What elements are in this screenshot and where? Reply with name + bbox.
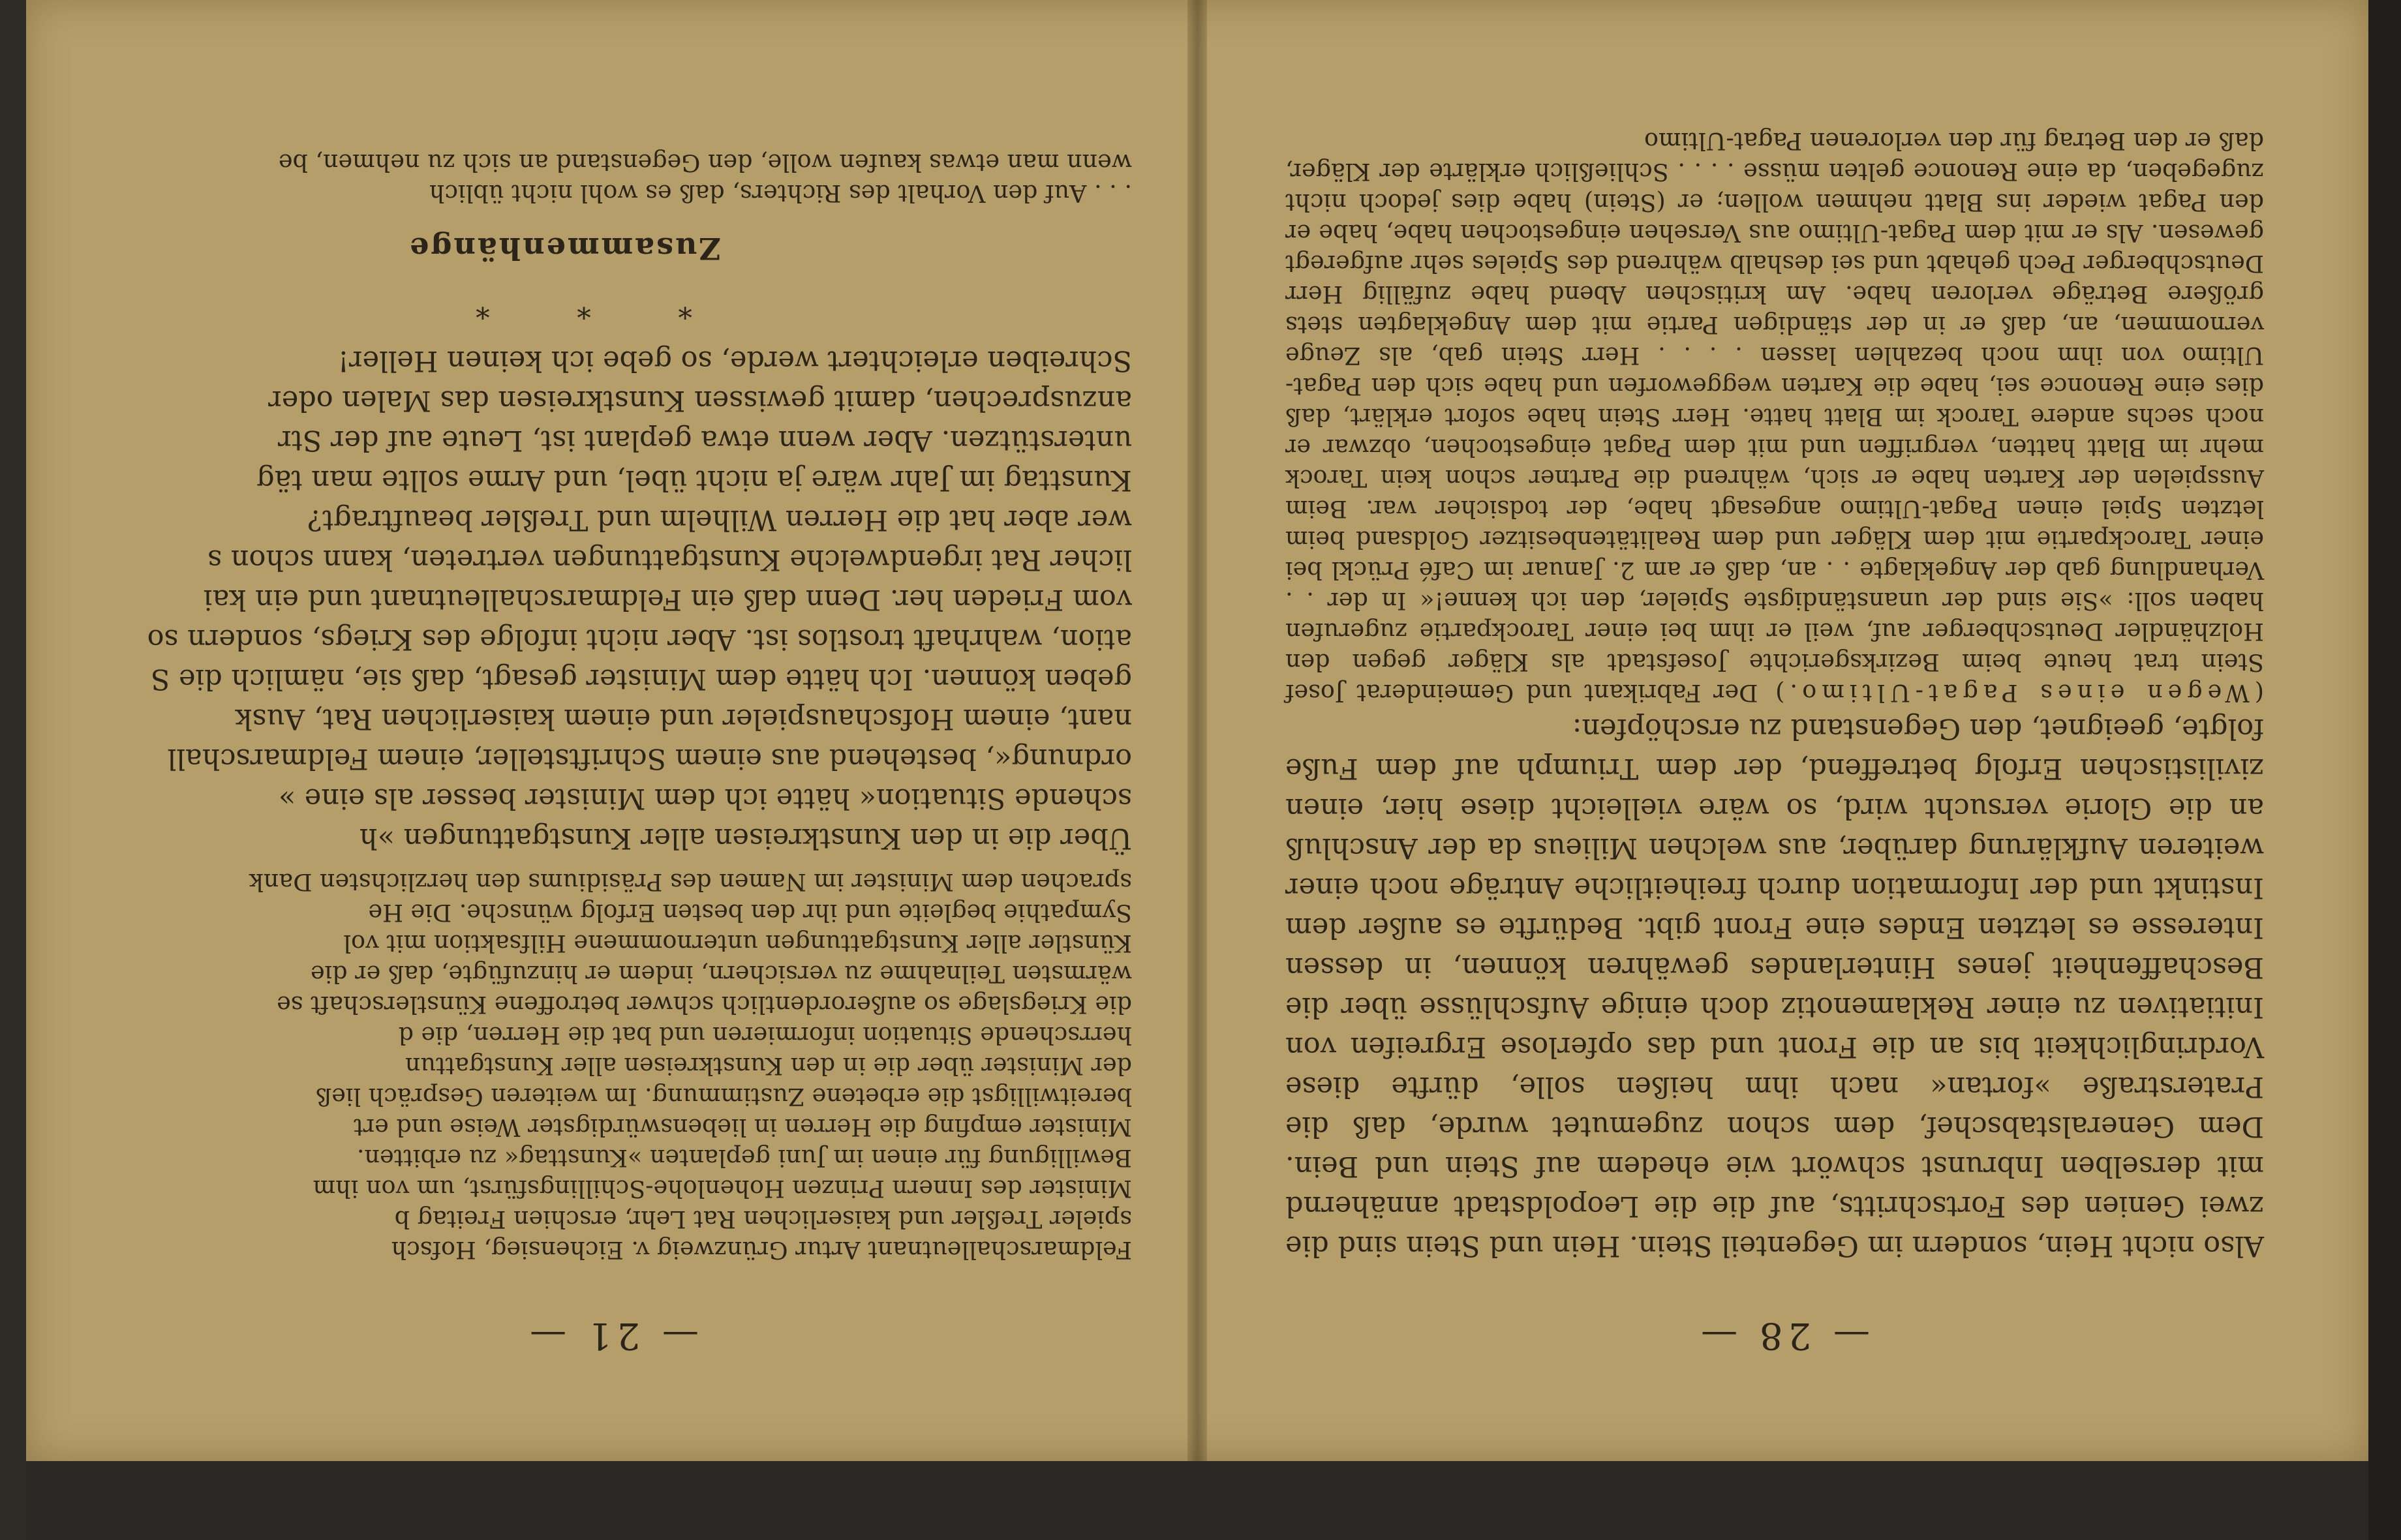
report-text: Der Fabrikant und Gemeinderat Josef Stein trat heute beim Bezirksgerichte Josefstadt als Kläger gegen den Holzhändler Deutschberger auf, weil er ihm bei einer Tarockpartie zugerufen haben soll: »Sie sind der unanständigste Spieler, den ich kenne!« In der . . Verhandlung gab der Angeklagte . . an, daß er am 2. Januar im Café Prückl bei einer Tarockpartie mit dem Kläger und dem Realitätenbesitzer Goldsand beim letzten Spiel einen Pagat-Ultimo angesagt habe, der todsicher war. Beim Ausspielen der Karten habe er sich, während die Partner schon kein Tarock mehr im Blatt hatten, vergriffen und mit dem Pagat eingestochen, obzwar er noch sechs andere Tarock im Blatt hatte. Herr Stein habe sofort erklärt, daß dies eine Renonce sei, habe die Karten weggeworfen und habe sich den Pagat-Ultimo von ihm noch bezahlen lassen . . . . Herr Stein gab, als Zeuge vernommen, an, daß er in der ständigen Partie mit dem Angeklagten stets größere Beträge verloren habe. Am kritischen Abend habe zufällig Herr Deutschberger Pech gehabt und sei deshalb während des Spieles sehr aufgeregt gewesen. Als er mit dem Pagat-Ultimo aus Versehen eingestochen habe, habe er den Pagat wieder ins Blatt nehmen wollen; er (Stein) habe dies jedoch nicht zugegeben, da eine Renonce gelten müsse . . . . Schließlich erklärte der Kläger, daß er den Betrag für den verlorenen Pagat-Ultimo [1285, 127, 2264, 707]
page-body [26, 147, 1132, 1265]
court-report [1285, 126, 2264, 708]
text-line: . . . Auf den Vorhalt des Richters, daß es wohl nicht üblich [429, 179, 1132, 207]
text-line: wer aber hat die Herren Wilhelm und Treßler beauftragt? [307, 504, 1132, 536]
text-line: Schreiben erleichtert werde, so gebe ich keinen Heller! [337, 344, 1132, 377]
opening-paragraph: Also nicht Hein, sondern im Gegenteil Stein. Hein und Stein sind die zwei Genien des Fortschritts, auf die die Leopoldstadt annähernd mit derselben Inbrunst schwört wie ehedem auf Stein und Bein. Dem Generalstabschef, dem schon zugemutet wurde, daß die Praterstraße »fortan« nach ihm heißen solle, dürfte diese Vordringlichkeit bis an die Front und das opferlose Ergreifen von Initiativen zu einer Reklamenotiz doch einige Aufschlüsse über die Beschaffenheit jenes Hinterlandes gewähren können, in dessen Interesse es letzten Endes eine Front gibt. Bedürfte es außer dem Instinkt und der Information durch freiheitliche Anträge noch einer weiteren Aufklärung darüber, aus welchen Milieus da der Anschluß an die Glorie versucht wird, so wäre vielleicht diese hier, einen zivilistischen Erfolg betreffend, der dem Triumph auf dem Fuße folgte, geeignet, den Gegenstand zu erschöpfen: [1285, 712, 2264, 1262]
text-line: der Minister über die in den Kunstkreisen aller Kunstgattun [405, 1052, 1132, 1080]
text-line: die Kriegslage so außerordentlich schwer betroffene Künstlerschaft se [277, 991, 1132, 1019]
text-line: spieler Treßler und kaiserlichen Rat Lehr, erschien Freitag b [394, 1205, 1132, 1233]
text-line: sprachen dem Minister im Namen des Präsidiums den herzlichsten Dank [249, 868, 1132, 896]
text-line: ation, wahrhaft trostlos ist. Aber nicht infolge des Kriegs, sondern so [147, 623, 1132, 656]
text-line: Minister empfing die Herren in liebenswürdigster Weise und ert [354, 1113, 1132, 1141]
page-28 [1197, 0, 2368, 1461]
background-strip [26, 1461, 2368, 1540]
page-number: — 21 — [525, 1314, 699, 1357]
news-item [26, 867, 1132, 1265]
text-line: Über die in den Kunstkreisen aller Kunstgattungen »h [359, 822, 1132, 854]
text-line: anzusprechen, damit gewissen Kunstkreisen das Malen oder [268, 384, 1132, 417]
text-line: unterstützen. Aber wenn etwa geplant ist, Leute auf der Str [278, 424, 1132, 457]
text-line: Sympathie begleite und ihr den besten Erfolg wünsche. Die He [368, 899, 1132, 927]
text-line: nant, einem Hofschauspieler und einem kaiserlichen Rat, Ausk [235, 702, 1132, 735]
text-line: bereitwilligst die erbetene Zustimmung. Im weiteren Gespräch ließ [315, 1083, 1132, 1111]
commentary-paragraph [26, 340, 1132, 858]
text-line: wenn man etwas kaufen wolle, den Gegenstand an sich zu nehmen, be [278, 149, 1132, 177]
text-line: wärmsten Teilnahme zu versichern, indem er hinzufügte, daß er die [310, 960, 1132, 988]
section-divider: * * * [436, 292, 692, 324]
closing-paragraph [26, 147, 1132, 209]
page-body [1285, 126, 2264, 1265]
open-book-spread [26, 0, 2368, 1461]
text-line: Minister des Innern Prinzen Hohenlohe-Schillingsfürst, um von ihm [313, 1175, 1132, 1203]
page-21 [26, 0, 1197, 1461]
text-line: Kunsttag im Jahr wäre ja nicht übel, und Arme sollte man täg [256, 464, 1132, 496]
text-line: schende Situation« hätte ich dem Minister besser als eine » [278, 782, 1132, 815]
text-line: Bewilligung für einen im Juni geplanten »Kunsttag« zu erbitten. [356, 1144, 1132, 1172]
text-line: ordnung«, bestehend aus einem Schriftsteller, einem Feldmarschall [167, 742, 1132, 775]
text-line: vom Frieden her. Denn daß ein Feldmarschalleutnant und ein kai [203, 583, 1132, 616]
page-number: — 28 — [1696, 1314, 1870, 1357]
text-line: licher Rat irgendwelche Kunstgattungen vertreten, kann schon s [207, 543, 1132, 576]
section-heading: Zusammenhänge [408, 231, 721, 266]
report-title: (Wegen eines Pagat-Ultimo.) [1770, 679, 2264, 707]
text-line: Feldmarschalleutnant Artur Grünzweig v. Eichensieg, Hofsch [391, 1236, 1132, 1264]
text-line: herrschende Situation informieren und bat die Herren, die d [398, 1021, 1132, 1049]
text-line: Künstler aller Kunstgattungen unternommene Hilfsaktion mit vol [343, 929, 1132, 958]
text-line: geben können. Ich hätte dem Minister gesagt, daß sie, nämlich die S [150, 663, 1132, 695]
